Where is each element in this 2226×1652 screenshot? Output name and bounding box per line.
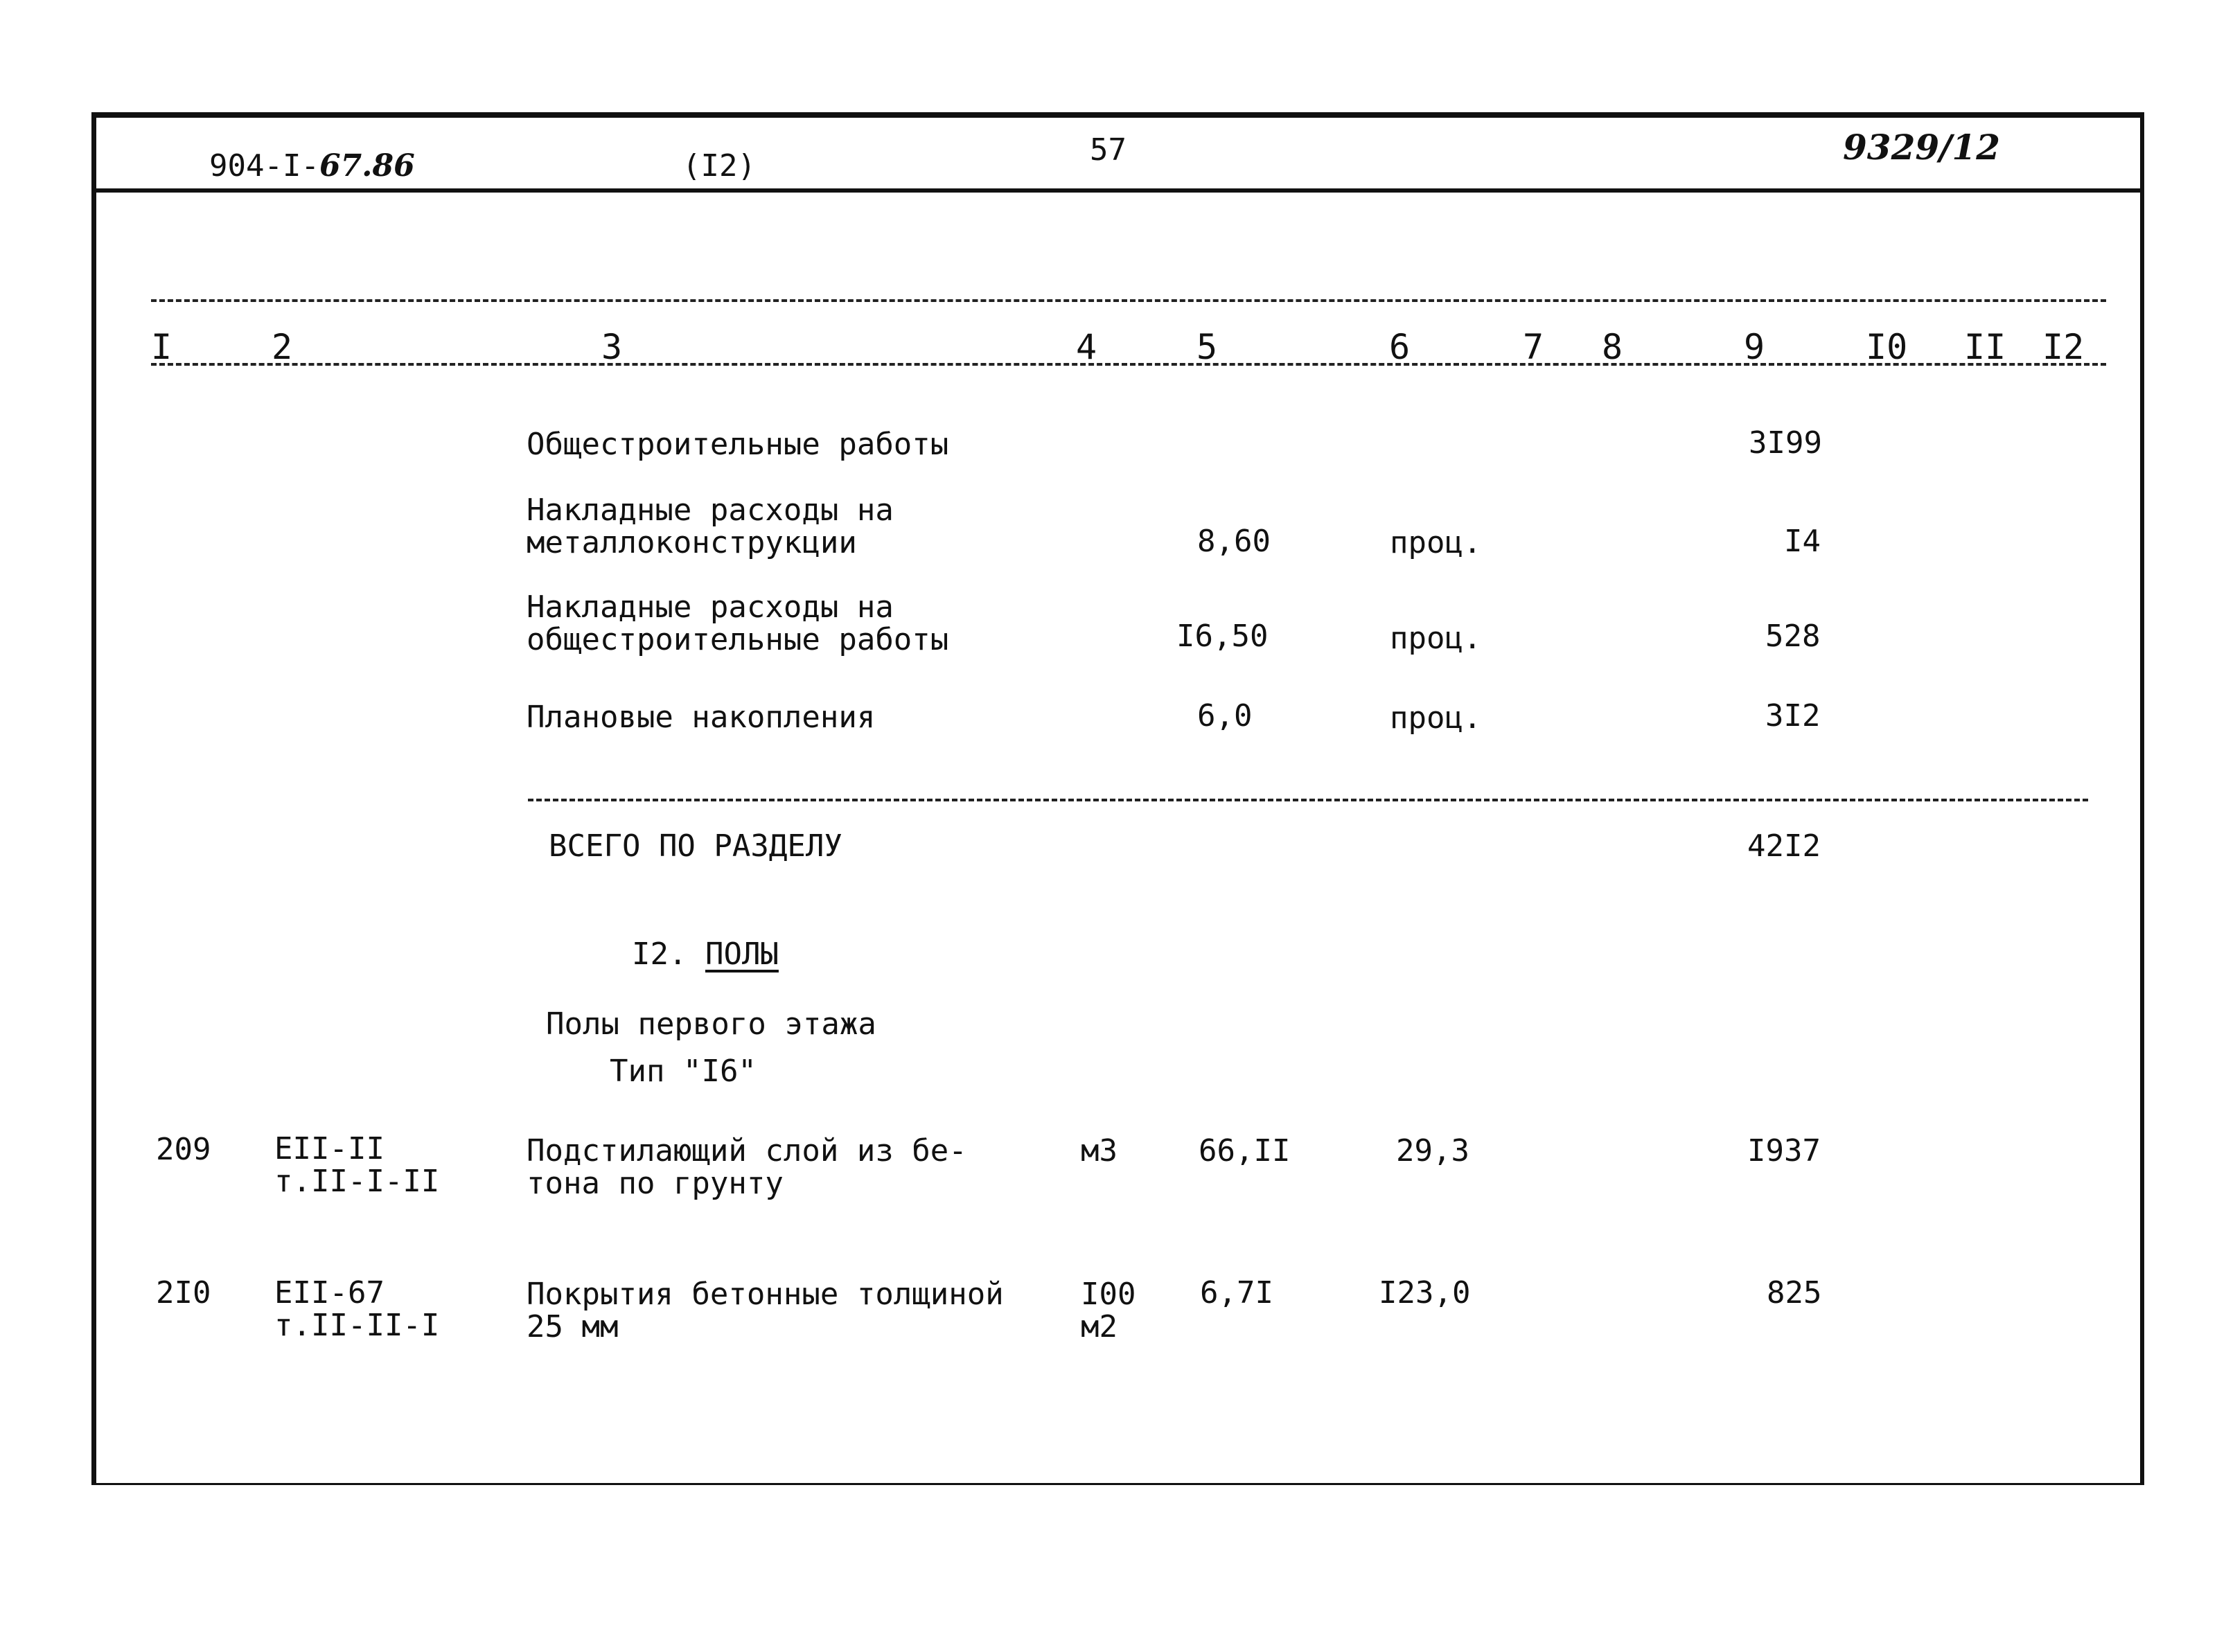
column-header-bottom-rule bbox=[151, 363, 2106, 366]
document-code-suffix: 67.86 bbox=[319, 148, 415, 184]
row-total: 528 bbox=[1765, 619, 1821, 654]
section-title: ПОЛЫ bbox=[705, 936, 779, 972]
column-number: I2 bbox=[2042, 327, 2085, 367]
column-number: 9 bbox=[1744, 327, 1765, 367]
item-total: I937 bbox=[1747, 1133, 1821, 1169]
row-quantity: 6,0 bbox=[1197, 698, 1253, 734]
row-unit-price: проц. bbox=[1390, 621, 1482, 656]
item-name: Покрытия бетонные толщиной 25 мм bbox=[527, 1277, 1004, 1344]
row-total: 3I99 bbox=[1749, 425, 1822, 461]
item-name: Подстилающий слой из бе- тона по грунту bbox=[527, 1133, 967, 1201]
column-number: II bbox=[1964, 327, 2006, 367]
section-number: I2. bbox=[632, 936, 687, 972]
sheet-reference: (I2) bbox=[682, 148, 756, 184]
column-number: 6 bbox=[1389, 327, 1411, 367]
item-number: 2I0 bbox=[156, 1275, 211, 1311]
item-unit-price: 29,3 bbox=[1396, 1133, 1469, 1169]
row-name: Накладные расходы на металлоконструкции bbox=[527, 492, 894, 560]
section-total-rule bbox=[528, 799, 2088, 801]
column-number: 8 bbox=[1602, 327, 1623, 367]
column-header-top-rule bbox=[151, 299, 2106, 302]
section-total-value: 42I2 bbox=[1747, 828, 1821, 864]
column-number: 2 bbox=[272, 327, 293, 367]
section-total-label: ВСЕГО ПО РАЗДЕЛУ bbox=[549, 828, 842, 864]
header-divider bbox=[91, 188, 2144, 193]
item-unit: м3 bbox=[1081, 1133, 1118, 1169]
item-unit: I00 м2 bbox=[1081, 1277, 1136, 1344]
item-quantity: 66,II bbox=[1199, 1133, 1291, 1169]
column-number: I0 bbox=[1866, 327, 1908, 367]
column-number: 4 bbox=[1076, 327, 1097, 367]
column-number: 5 bbox=[1196, 327, 1218, 367]
archive-number: 9329/12 bbox=[1843, 127, 2001, 168]
row-total: I4 bbox=[1784, 524, 1821, 559]
page-number: 57 bbox=[1090, 132, 1127, 168]
column-number: I bbox=[151, 327, 173, 367]
document-code-prefix: 904-I- bbox=[209, 148, 319, 184]
section-heading bbox=[632, 936, 779, 972]
row-total: 3I2 bbox=[1765, 698, 1821, 734]
row-unit-price: проц. bbox=[1390, 525, 1482, 560]
column-number: 7 bbox=[1523, 327, 1544, 367]
item-code: ЕII-67 т.II-II-I bbox=[274, 1275, 440, 1343]
column-number: 3 bbox=[601, 327, 623, 367]
item-quantity: 6,7I bbox=[1200, 1275, 1273, 1311]
row-quantity: I6,50 bbox=[1176, 619, 1269, 654]
row-name: Общестроительные работы bbox=[527, 427, 949, 462]
section-subtitle: Полы первого этажа bbox=[546, 1006, 876, 1042]
item-code: ЕII-II т.II-I-II bbox=[274, 1131, 440, 1199]
row-quantity: 8,60 bbox=[1197, 524, 1271, 559]
floor-type-label: Тип "I6" bbox=[610, 1054, 757, 1089]
item-unit-price: I23,0 bbox=[1379, 1275, 1471, 1311]
row-unit-price: проц. bbox=[1390, 700, 1482, 736]
row-name: Плановые накопления bbox=[527, 700, 876, 735]
item-number: 209 bbox=[156, 1132, 211, 1167]
item-total: 825 bbox=[1767, 1275, 1822, 1311]
document-code bbox=[209, 148, 415, 184]
row-name: Накладные расходы на общестроительные работы bbox=[527, 589, 949, 657]
